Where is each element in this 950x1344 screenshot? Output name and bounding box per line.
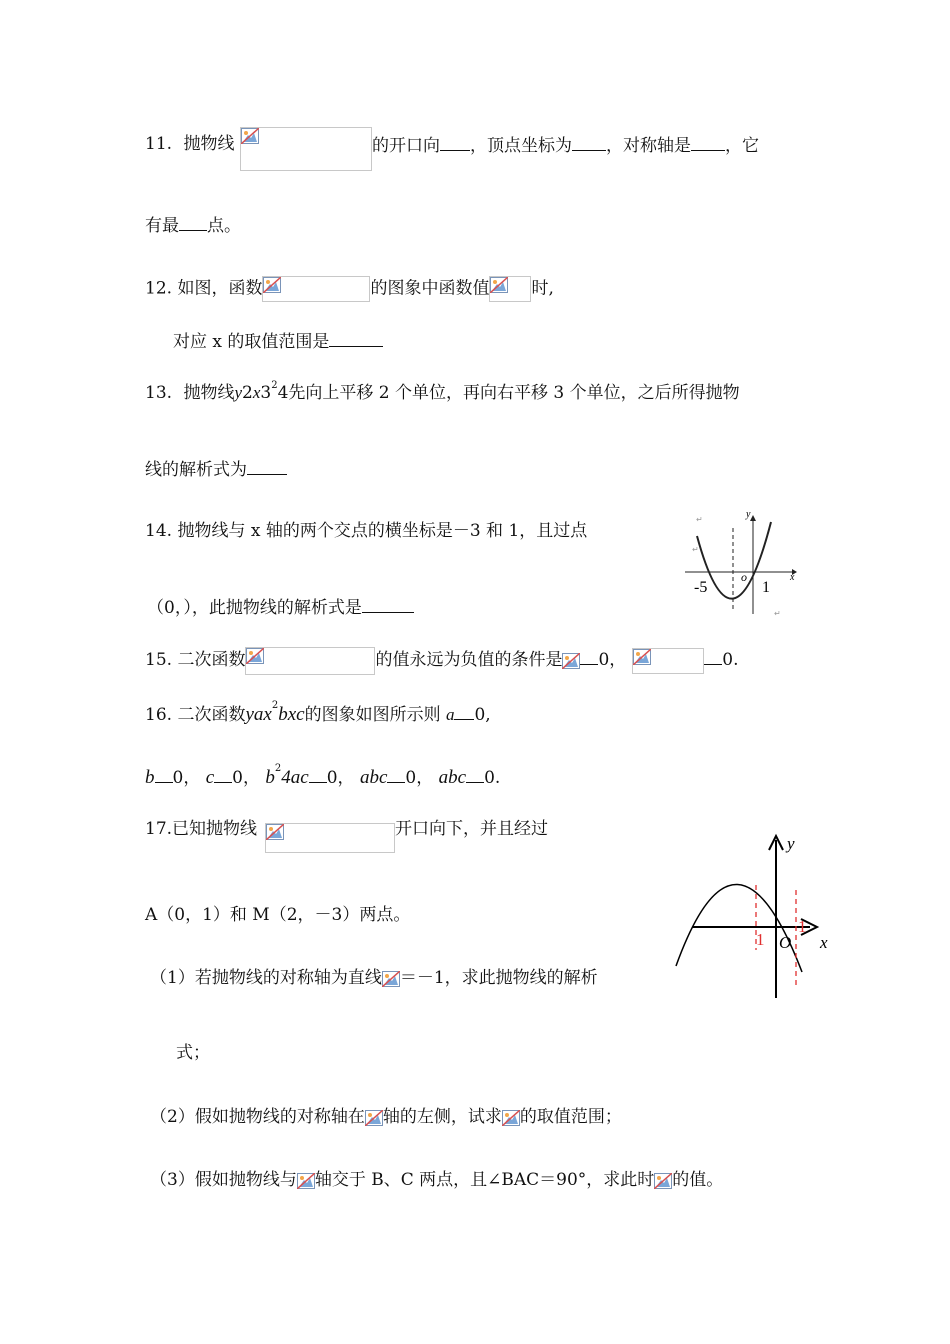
broken-image-icon bbox=[654, 1173, 672, 1189]
blank[interactable] bbox=[329, 328, 383, 347]
q12-text-a: 12. 如图，函数 bbox=[145, 278, 263, 299]
formula: abc bbox=[438, 767, 467, 788]
figure-17-parabola bbox=[670, 830, 840, 1002]
q17-part1 bbox=[150, 966, 598, 990]
q17-line1-rest bbox=[395, 817, 548, 841]
broken-image-icon bbox=[263, 277, 281, 293]
parabola-curve bbox=[676, 884, 802, 972]
q17-part1-text-b: ＝－1，求此抛物线的解析 bbox=[399, 968, 598, 988]
y-label: y bbox=[746, 509, 751, 520]
origin-label: O bbox=[779, 933, 792, 952]
q17-part3-text-c: 的值。 bbox=[672, 1170, 724, 1190]
broken-image-icon bbox=[562, 653, 580, 669]
blank[interactable] bbox=[691, 132, 725, 151]
q17-text-b: 开口向下，并且经过 bbox=[395, 819, 548, 839]
question-11 bbox=[145, 132, 234, 156]
x-label: x bbox=[790, 572, 795, 583]
q11-text-b: 的开口向 bbox=[372, 136, 440, 156]
q11-line1-rest bbox=[372, 132, 759, 158]
q11-text-d: ，对称轴是 bbox=[606, 136, 691, 156]
q17-part2 bbox=[150, 1105, 622, 1129]
q17-part1-text-c: 式； bbox=[176, 1043, 210, 1063]
q13-line2 bbox=[145, 456, 287, 482]
blank[interactable] bbox=[362, 594, 414, 613]
q11-text-f: 有最 bbox=[145, 216, 179, 236]
formula: 2 bbox=[242, 383, 253, 403]
broken-image-icon bbox=[246, 648, 264, 664]
q15-text-b: 的值永远为负值的条件是 bbox=[375, 650, 563, 670]
q17-part2-text-b: 轴的左侧，试求 bbox=[382, 1107, 502, 1127]
q12-text-b: 的图象中函数值 bbox=[370, 278, 490, 299]
question-17 bbox=[145, 817, 257, 841]
parabola-curve bbox=[697, 522, 771, 599]
question-16 bbox=[145, 701, 491, 727]
blank[interactable] bbox=[572, 132, 606, 151]
q14-text-b: （0，），此抛物线的解析式是 bbox=[147, 598, 362, 618]
q17-part1-line2 bbox=[176, 1041, 210, 1065]
q16-text: 0， bbox=[232, 768, 260, 788]
blank[interactable] bbox=[387, 764, 405, 783]
broken-image-formula bbox=[489, 276, 531, 302]
formula: c bbox=[205, 767, 215, 788]
blank[interactable] bbox=[155, 764, 173, 783]
blank[interactable] bbox=[440, 132, 470, 151]
blank[interactable] bbox=[309, 764, 327, 783]
broken-image-formula bbox=[265, 823, 395, 853]
q17-part2-text-c: 的取值范围； bbox=[519, 1107, 622, 1127]
y-axis-arrow bbox=[750, 515, 756, 521]
blank[interactable] bbox=[580, 646, 598, 665]
blank[interactable] bbox=[466, 764, 484, 783]
q13-number: 13. bbox=[145, 383, 173, 403]
q11-number: 11. bbox=[145, 134, 173, 154]
question-13 bbox=[145, 381, 740, 405]
q17-part1-text-a: （1）若抛物线的对称轴为直线 bbox=[150, 968, 382, 988]
formula: b bbox=[145, 767, 155, 788]
formula: b bbox=[265, 767, 275, 788]
q12-text-c: 时, bbox=[531, 278, 554, 299]
question-15 bbox=[145, 646, 739, 675]
formula: y bbox=[234, 383, 242, 402]
blank[interactable] bbox=[704, 646, 722, 665]
formula: yax bbox=[245, 704, 272, 725]
return-mark: ↵ bbox=[696, 515, 703, 524]
q16-text-d: 0, bbox=[474, 705, 491, 725]
q11-text-g: 点。 bbox=[207, 216, 241, 236]
q13-text-b: 先向上平移 2 个单位，再向右平移 3 个单位，之后所得抛物 bbox=[288, 383, 740, 403]
question-12 bbox=[145, 276, 554, 302]
broken-image-icon bbox=[241, 128, 259, 144]
q17-part3-text-a: （3）假如抛物线与 bbox=[150, 1170, 297, 1190]
broken-image-formula bbox=[240, 127, 372, 171]
q12-text-d: 对应 x 的取值范围是 bbox=[173, 332, 330, 352]
blank[interactable] bbox=[179, 212, 207, 231]
q16-text: 0， bbox=[326, 768, 355, 788]
q15-text-a: 15. 二次函数 bbox=[145, 650, 246, 670]
q13-text-c: 线的解析式为 bbox=[145, 460, 247, 480]
x-label: x bbox=[820, 933, 828, 952]
q16-text-b: 的图象如图所示则 bbox=[304, 705, 441, 725]
q17-line2 bbox=[145, 903, 410, 927]
formula: 4 bbox=[277, 383, 289, 403]
formula-exponent: 2 bbox=[271, 380, 278, 391]
q13-text-a: 抛物线 bbox=[183, 383, 235, 403]
return-mark: ↵ bbox=[692, 545, 699, 554]
broken-image-icon bbox=[365, 1110, 383, 1126]
broken-image-icon bbox=[297, 1173, 315, 1189]
q12-line2 bbox=[173, 328, 383, 354]
question-14 bbox=[145, 519, 587, 543]
formula-exponent: 2 bbox=[274, 763, 282, 774]
q16-text-a: 16. 二次函数 bbox=[145, 705, 246, 725]
q16-line2 bbox=[145, 764, 500, 790]
blank[interactable] bbox=[214, 764, 232, 783]
q11-text-c: ，顶点坐标为 bbox=[470, 136, 572, 156]
tick-label-minus1: 1 bbox=[756, 930, 765, 949]
formula: x bbox=[252, 383, 261, 402]
q15-text-c: 0， bbox=[598, 650, 627, 670]
origin-label: o bbox=[741, 570, 747, 584]
formula: 3 bbox=[260, 383, 272, 403]
broken-image-icon bbox=[490, 277, 508, 293]
q11-line2 bbox=[145, 212, 241, 238]
return-mark: ↵ bbox=[774, 609, 781, 618]
y-label: y bbox=[787, 834, 795, 853]
q17-part2-text-a: （2）假如抛物线的对称轴在 bbox=[150, 1107, 365, 1127]
tick-label-minus5: -5 bbox=[694, 579, 708, 596]
q14-text-a: 14. 抛物线与 x 轴的两个交点的横坐标是－3 和 1，且过点 bbox=[145, 521, 588, 541]
broken-image-icon bbox=[633, 649, 651, 665]
q16-text: 0. bbox=[484, 768, 501, 788]
q14-line2 bbox=[147, 594, 414, 620]
broken-image-icon bbox=[502, 1110, 520, 1126]
q16-text: 0， bbox=[405, 768, 434, 788]
tick-label-1: 1 bbox=[762, 579, 770, 596]
q16-text: 0， bbox=[172, 768, 201, 788]
q17-part3 bbox=[150, 1168, 723, 1192]
broken-image-formula bbox=[262, 276, 370, 302]
formula-exponent: 2 bbox=[271, 700, 279, 711]
q11-text-e: ，它 bbox=[725, 136, 759, 156]
q11-text-a: 抛物线 bbox=[183, 134, 235, 154]
figure-14-parabola bbox=[680, 508, 810, 620]
formula: bxc bbox=[278, 704, 305, 725]
broken-image-formula bbox=[245, 647, 375, 675]
broken-image-icon bbox=[266, 824, 284, 840]
broken-image-formula bbox=[632, 648, 704, 674]
q17-part3-text-b: 轴交于 B、C 两点，且∠BAC＝90°，求此时 bbox=[314, 1170, 655, 1190]
q17-text-c: A（0，1）和 M（2，－3）两点。 bbox=[145, 905, 411, 925]
broken-image-icon bbox=[382, 971, 400, 987]
q15-text-d: 0. bbox=[722, 650, 739, 670]
tick-label-1: 1 bbox=[798, 917, 807, 936]
formula: abc bbox=[359, 767, 388, 788]
blank[interactable] bbox=[247, 456, 287, 475]
q17-text-a: 17.已知抛物线 bbox=[145, 819, 258, 839]
formula: a bbox=[445, 705, 455, 724]
blank[interactable] bbox=[454, 701, 474, 720]
formula: 4ac bbox=[281, 767, 309, 788]
